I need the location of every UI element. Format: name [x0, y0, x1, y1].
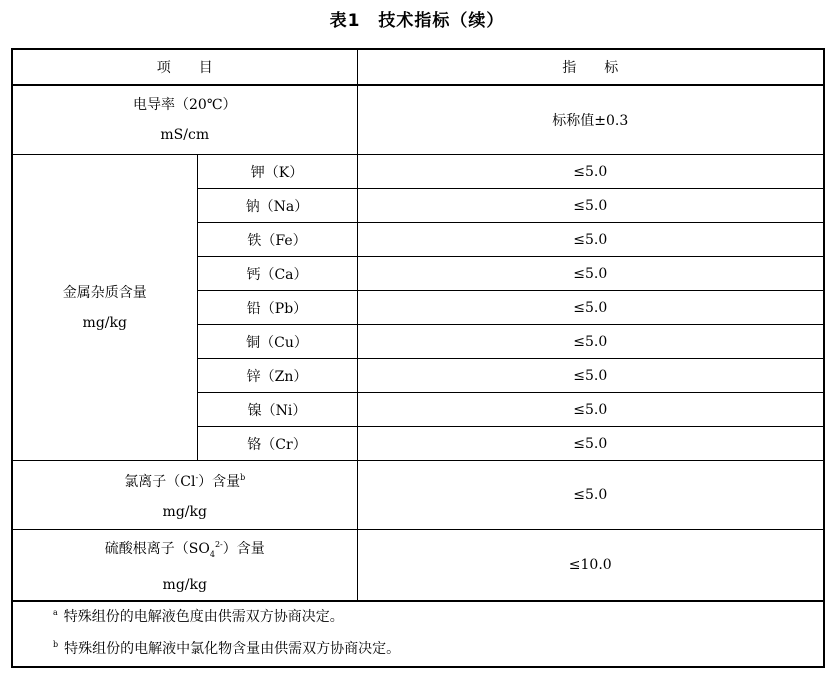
metal-value: ≤5.0	[357, 393, 824, 427]
sulfate-unit: mg/kg	[162, 576, 207, 593]
metal-value: ≤5.0	[357, 223, 824, 257]
metal-element: 铜（Cu）	[197, 325, 357, 359]
metal-element: 钠（Na）	[197, 189, 357, 223]
metals-label	[12, 155, 197, 461]
conductivity-label	[12, 85, 357, 155]
metal-value: ≤5.0	[357, 257, 824, 291]
note-a: $^a$ 特殊组份的电解液色度由供需双方协商决定。	[53, 607, 344, 625]
sulfate-name: 硫酸根离子$(SO_4^{2-})$含量	[104, 540, 265, 559]
conductivity-name: 电导率（20℃）	[133, 97, 237, 113]
metal-element: 钾（K）	[197, 155, 357, 189]
metal-value: ≤5.0	[357, 359, 824, 393]
metals-unit: mg/kg	[82, 314, 127, 331]
metal-element: 铁（Fe）	[197, 223, 357, 257]
metal-value: ≤5.0	[357, 291, 824, 325]
metals-name: 金属杂质含量	[62, 284, 147, 301]
technical-index-table	[11, 48, 825, 668]
conductivity-unit: mS/cm	[160, 127, 210, 143]
chloride-note-ref: b	[240, 473, 246, 482]
chloride-value: ≤5.0	[357, 461, 824, 530]
header-item: 项 目	[12, 49, 357, 85]
sulfate-label	[12, 530, 357, 601]
sulfate-charge: 2-	[214, 540, 223, 549]
metal-element: 铅（Pb）	[197, 291, 357, 325]
table-title: 表1 技术指标（续）	[329, 11, 505, 31]
metal-value: ≤5.0	[357, 189, 824, 223]
table-notes	[12, 601, 824, 667]
header-index: 指 标	[357, 49, 824, 85]
metal-element: 铬（Cr）	[197, 427, 357, 461]
note-b: $^b$ 特殊组份的电解液中氯化物含量由供需双方协商决定。	[53, 639, 401, 657]
chloride-unit: mg/kg	[162, 504, 207, 520]
sulfate-value: ≤10.0	[357, 530, 824, 601]
metal-element: 钙（Ca）	[197, 257, 357, 291]
metal-element: 镍（Ni）	[197, 393, 357, 427]
chloride-charge: -	[195, 473, 199, 482]
metal-value: ≤5.0	[357, 325, 824, 359]
conductivity-value: 标称值±0.3	[357, 85, 824, 155]
metal-element: 锌（Zn）	[197, 359, 357, 393]
metal-value: ≤5.0	[357, 155, 824, 189]
chloride-label	[12, 461, 357, 530]
metal-value: ≤5.0	[357, 427, 824, 461]
chloride-name: 氯离子（Cl-）含量$^b$	[124, 473, 246, 490]
